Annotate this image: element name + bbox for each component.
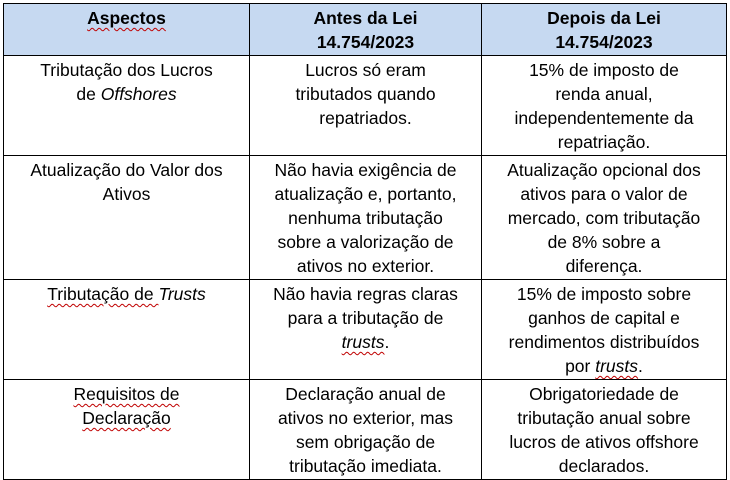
before-cell <box>250 380 482 480</box>
cell-line: ativos no exterior. <box>296 256 435 276</box>
cell-italic-text: trusts <box>341 332 385 352</box>
cell-line: Tributação dos Lucros <box>40 60 213 80</box>
cell-line <box>10 82 243 106</box>
cell-line <box>488 354 720 378</box>
cell-line: rendimentos distribuídos <box>508 332 700 352</box>
aspect-cell <box>4 280 250 380</box>
cell-italic-text: trusts <box>595 356 639 376</box>
cell-line <box>10 282 243 306</box>
aspect-cell <box>4 380 250 480</box>
cell-line: Ativos <box>102 184 151 204</box>
cell-line: independentemente da <box>514 108 694 128</box>
table-row <box>4 156 727 280</box>
cell-line: Não havia exigência de <box>274 160 457 180</box>
header-antes <box>250 4 482 56</box>
table-row <box>4 280 727 380</box>
comparison-table <box>3 3 727 480</box>
header-aspectos <box>4 4 250 56</box>
cell-line: atualização e, portanto, <box>274 184 457 204</box>
after-cell <box>482 56 727 156</box>
cell-text: Declaração <box>82 408 171 428</box>
cell-line: tributados quando <box>295 84 436 104</box>
cell-line: para a tributação de <box>287 308 444 328</box>
cell-line: sem obrigação de <box>295 432 436 452</box>
cell-text: por <box>565 356 596 376</box>
header-row <box>4 4 727 56</box>
aspect-cell <box>4 56 250 156</box>
cell-line: Não havia regras claras <box>273 284 458 304</box>
cell-line <box>10 406 243 430</box>
cell-line: tributação anual sobre <box>517 408 691 428</box>
cell-line: diferença. <box>565 256 643 276</box>
cell-line: Declaração anual de <box>285 384 446 404</box>
cell-line: ativos para o valor de <box>520 184 688 204</box>
after-cell <box>482 280 727 380</box>
cell-line: tributação imediata. <box>289 456 442 476</box>
cell-text: de <box>76 84 101 104</box>
header-depois-line: 14.754/2023 <box>555 32 653 52</box>
aspect-cell <box>4 156 250 280</box>
cell-line: de 8% sobre a <box>547 232 661 252</box>
table-row <box>4 56 727 156</box>
cell-italic-text: Offshores <box>100 84 177 104</box>
table-row <box>4 380 727 480</box>
cell-line: repatriados. <box>319 108 412 128</box>
before-cell <box>250 56 482 156</box>
cell-line: Atualização do Valor dos <box>30 160 223 180</box>
cell-line: sobre a valorização de <box>277 232 454 252</box>
cell-line: 15% de imposto de <box>529 60 679 80</box>
cell-line: 15% de imposto sobre <box>516 284 692 304</box>
header-antes-line: Antes da Lei <box>313 8 418 28</box>
cell-line: Atualização opcional dos <box>507 160 701 180</box>
cell-line: lucros de ativos offshore <box>509 432 699 452</box>
before-cell <box>250 156 482 280</box>
cell-text: . <box>638 356 643 376</box>
cell-line: renda anual, <box>555 84 653 104</box>
header-depois <box>482 4 727 56</box>
cell-text: Requisitos de <box>73 384 180 404</box>
cell-line <box>10 382 243 406</box>
cell-line: Lucros só eram <box>305 60 426 80</box>
cell-line: ganhos de capital e <box>528 308 680 328</box>
cell-line: mercado, com tributação <box>507 208 701 228</box>
cell-text: Tributação de <box>47 284 159 304</box>
after-cell <box>482 380 727 480</box>
before-cell <box>250 280 482 380</box>
cell-text: . <box>384 332 390 352</box>
header-depois-line: Depois da Lei <box>547 8 661 28</box>
after-cell <box>482 156 727 280</box>
cell-line: repatriação. <box>557 132 651 152</box>
header-antes-line: 14.754/2023 <box>316 32 415 52</box>
cell-line: Obrigatoriedade de <box>529 384 679 404</box>
cell-line: ativos no exterior, mas <box>277 408 454 428</box>
cell-line <box>256 330 475 354</box>
cell-italic-text: Trusts <box>158 284 206 304</box>
header-aspectos-text: Aspectos <box>87 8 166 28</box>
cell-line: declarados. <box>558 456 650 476</box>
cell-line: nenhuma tributação <box>288 208 443 228</box>
